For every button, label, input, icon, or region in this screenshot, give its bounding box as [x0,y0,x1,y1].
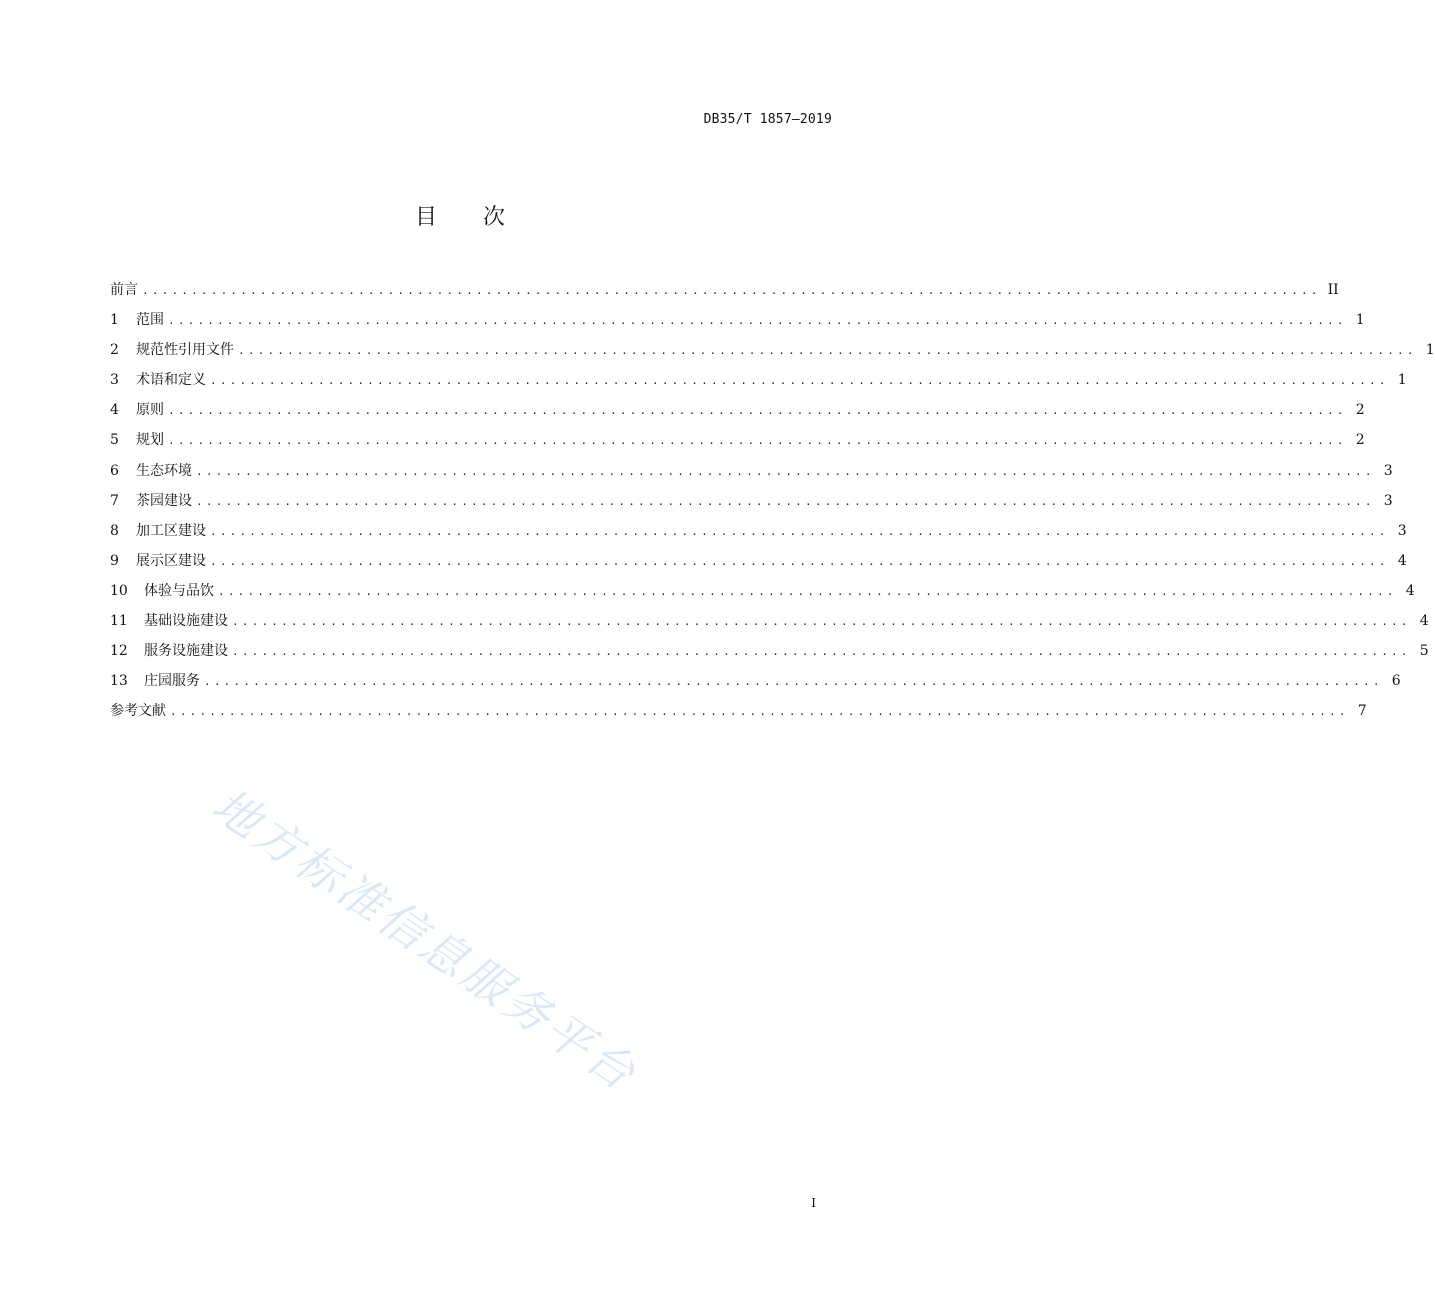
toc-leader: ........................................................................................................................ [232,615,1411,629]
toc-page: 3 [1383,462,1393,479]
toc-page: 2 [1355,432,1365,449]
toc-leader: ........................................................................................................................ [168,404,1347,418]
toc-item-4[interactable] [110,398,1365,428]
toc-page: 5 [1419,643,1429,660]
toc-page: 6 [1391,673,1401,690]
toc-leader: ........................................................................................................................ [238,344,1417,358]
toc-leader: ........................................................................................................................ [170,705,1349,719]
toc-number: 3 [110,372,119,389]
title-part-2: 次 [483,205,506,230]
toc-page: 4 [1397,552,1407,569]
toc-page: 1 [1397,372,1407,389]
toc-label: 参考文献 [110,703,166,720]
toc-leader: ........................................................................................................................ [210,554,1389,568]
toc-number: 11 [110,613,128,630]
toc-item-3[interactable] [110,368,1407,398]
page-title [0,200,920,231]
toc-label: 原则 [136,402,164,419]
toc-page: 7 [1357,703,1367,720]
toc-label: 基础设施建设 [144,613,228,630]
toc-number: 4 [110,402,119,419]
toc-leader: ........................................................................................................................ [168,314,1347,328]
toc-label: 前言 [110,282,138,298]
toc-item-8[interactable] [110,519,1407,549]
toc-leader: ........................................................................................................................ [168,434,1347,448]
toc-item-7[interactable] [110,489,1393,519]
toc-leader: ........................................................................................................................ [232,645,1411,659]
title-part-1: 目 [414,205,437,230]
toc-item-5[interactable] [110,428,1365,458]
toc-label: 术语和定义 [136,372,206,389]
toc-number: 10 [110,582,128,599]
toc-leader: ........................................................................................................................ [196,494,1375,508]
document-code: DB35/T 1857—2019 [703,112,832,127]
toc-leader: ........................................................................................................................ [142,284,1321,297]
toc-label: 加工区建设 [136,522,206,539]
toc-page: 1 [1355,312,1365,329]
toc-label: 体验与品饮 [144,582,214,599]
toc-item-9[interactable] [110,549,1407,579]
toc-page: 3 [1383,492,1393,509]
toc-label: 生态环境 [136,462,192,479]
watermark: 地方标准信息服务平台 [202,777,648,1102]
toc-page: 4 [1405,582,1415,599]
toc-item-11[interactable] [110,609,1429,639]
toc-item-1[interactable] [110,308,1365,338]
toc-number: 7 [110,492,119,509]
toc-leader: ........................................................................................................................ [210,524,1389,538]
toc-item-12[interactable] [110,639,1429,669]
toc-page: 3 [1397,522,1407,539]
toc-number: 2 [110,342,119,359]
toc-number: 6 [110,462,119,479]
toc-page: II [1327,282,1339,298]
toc-page: 2 [1355,402,1365,419]
toc-label: 规划 [136,432,164,449]
toc-item-10[interactable] [110,579,1415,609]
toc-item-2[interactable] [110,338,1435,368]
toc-number: 9 [110,552,119,569]
toc-number: 5 [110,432,119,449]
toc-item-13[interactable] [110,669,1401,699]
toc-item-preface[interactable] [110,278,1339,308]
toc-label: 范围 [136,312,164,329]
toc-item-references[interactable] [110,699,1367,729]
toc-page: 4 [1419,613,1429,630]
toc-number: 1 [110,312,119,329]
toc-item-6[interactable] [110,459,1393,489]
toc-number: 12 [110,643,128,660]
toc-page: 1 [1425,342,1435,359]
toc-leader: ........................................................................................................................ [196,464,1375,478]
toc-label: 茶园建设 [136,492,192,509]
toc-number: 13 [110,673,128,690]
toc-label: 庄园服务 [144,673,200,690]
toc-leader: ........................................................................................................................ [210,374,1389,388]
toc-leader: ........................................................................................................................ [218,584,1397,598]
toc-number: 8 [110,522,119,539]
toc-label: 规范性引用文件 [136,342,234,359]
toc-label: 服务设施建设 [144,643,228,660]
toc-leader: ........................................................................................................................ [204,675,1383,689]
table-of-contents [110,278,1435,729]
page-number: I [811,1196,816,1210]
toc-label: 展示区建设 [136,552,206,569]
